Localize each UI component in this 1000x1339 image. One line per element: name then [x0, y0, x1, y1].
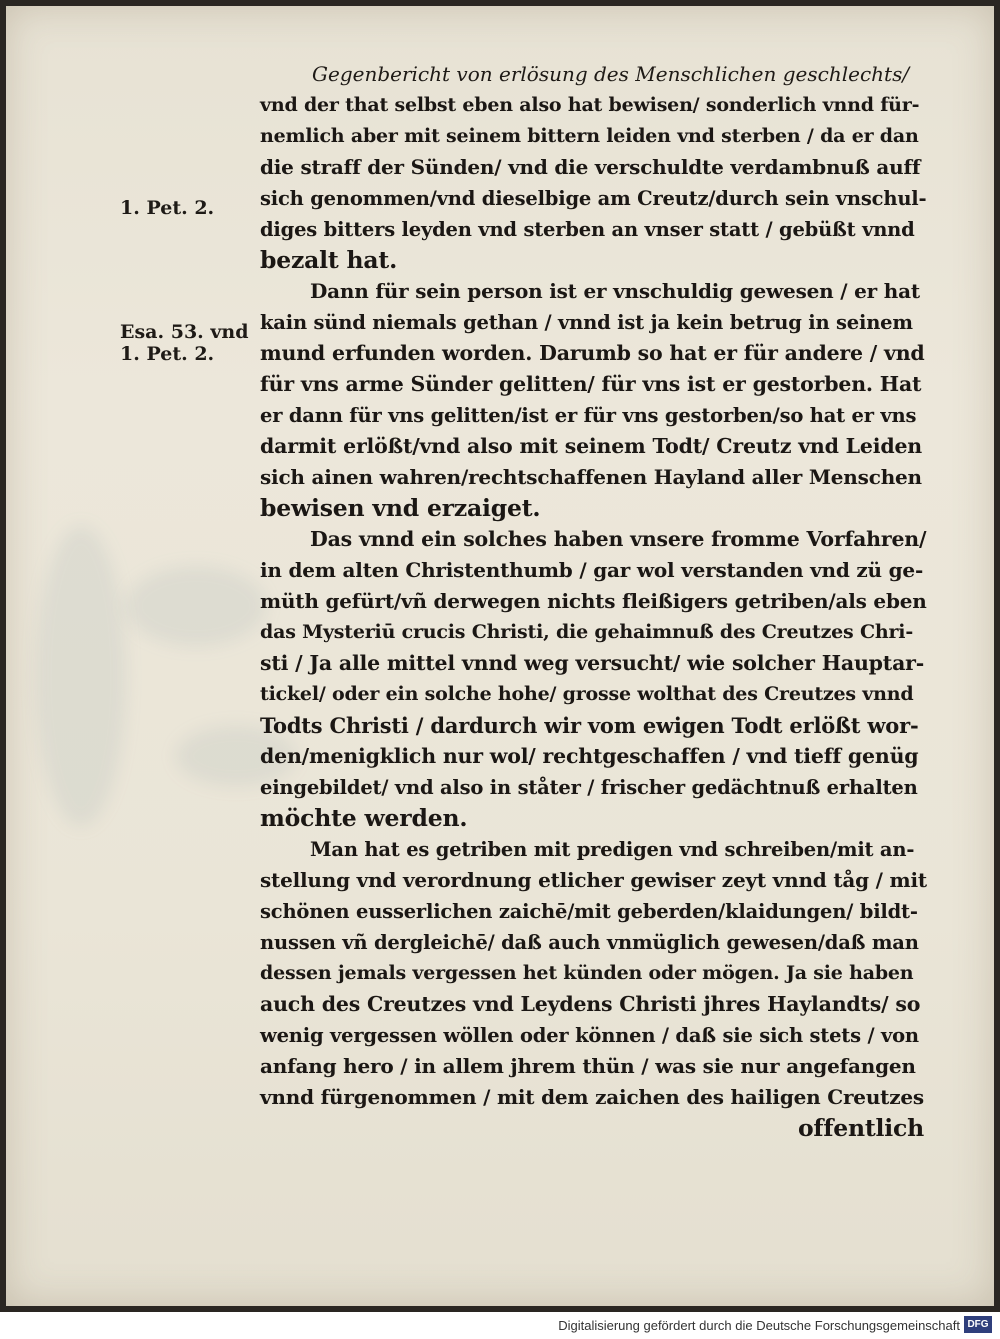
text-line: sti / Ja alle mittel vnnd weg versucht/ wie solcher Hauptar-: [260, 651, 925, 675]
text-line: diges bitters leyden vnd sterben an vnser statt / gebüßt vnnd: [260, 218, 915, 241]
text-line: stellung vnd verordnung etlicher gewiser zeyt vnnd tåg / mit: [260, 868, 927, 892]
catchword: offentlich: [797, 1114, 924, 1142]
text-line: Das vnnd ein solches haben vnsere fromme Vorfahren/: [310, 527, 927, 551]
funding-credit: Digitalisierung gefördert durch die Deutsche Forschungsgemeinschaft: [558, 1318, 960, 1333]
text-line: Man hat es getriben mit predigen vnd schreiben/mit an-: [310, 838, 915, 861]
marginal-note: 1. Pet. 2.: [120, 197, 215, 219]
text-line: die straff der Sünden/ vnd die verschuldte verdambnuß auff: [260, 155, 921, 179]
text-line: vnnd fürgenommen / mit dem zaichen des hailigen Creutzes: [260, 1085, 924, 1109]
text-line: Todts Christi / dardurch wir vom ewigen Todt erlößt wor-: [260, 713, 919, 738]
text-line: schönen eusserlichen zaichē/mit geberden/klaidungen/ bildt-: [260, 900, 918, 923]
text-line: müth gefürt/vñ derwegen nichts fleißigers getriben/als eben: [260, 589, 927, 613]
dfg-logo: DFG: [964, 1316, 992, 1333]
text-line: nussen vñ dergleichē/ daß auch vnmüglich gewesen/daß man: [260, 931, 919, 954]
text-line: Dann für sein person ist er vnschuldig gewesen / er hat: [310, 279, 920, 303]
text-line: er dann für vns gelitten/ist er für vns gestorben/so hat er vns: [260, 404, 917, 427]
text-line: in dem alten Christenthumb / gar wol verstanden vnd zü ge-: [260, 558, 924, 582]
marginal-note: Esa. 53. vnd: [120, 321, 249, 343]
running-title: Gegenbericht von erlösung des Menschlichen geschlechts/: [312, 62, 910, 86]
text-line: bezalt hat.: [260, 246, 398, 274]
text-line: bewisen vnd erzaiget.: [260, 494, 541, 522]
text-line: sich ainen wahren/rechtschaffenen Hayland aller Menschen: [260, 465, 922, 489]
text-line: nemlich aber mit seinem bittern leiden vnd sterben / da er dan: [260, 125, 919, 147]
text-line: kain sünd niemals gethan / vnnd ist ja kein betrug in seinem: [260, 311, 913, 334]
paper-stain: [36, 526, 126, 826]
marginal-note: 1. Pet. 2.: [120, 343, 215, 365]
body-text: [260, 90, 928, 1144]
text-line: auch des Creutzes vnd Leydens Christi jhres Haylandts/ so: [260, 992, 921, 1016]
text-line: tickel/ oder ein solche hohe/ grosse wolthat des Creutzes vnnd: [260, 683, 914, 705]
paper-stain: [126, 566, 266, 646]
text-line: anfang hero / in allem jhrem thün / was sie nur angefangen: [260, 1054, 916, 1078]
text-line: für vns arme Sünder gelitten/ für vns ist er gestorben. Hat: [260, 372, 922, 396]
text-line: dessen jemals vergessen het künden oder mögen. Ja sie haben: [260, 962, 914, 984]
text-line: sich genommen/vnd dieselbige am Creutz/durch sein vnschul-: [260, 187, 927, 210]
text-line: darmit erlößt/vnd also mit seinem Todt/ Creutz vnd Leiden: [260, 434, 923, 458]
text-line: wenig vergessen wöllen oder können / daß sie sich stets / von: [260, 1024, 919, 1047]
text-line: den/menigklich nur wol/ rechtgeschaffen / vnd tieff genüg: [260, 744, 919, 768]
text-line: möchte werden.: [260, 804, 468, 832]
text-line: mund erfunden worden. Darumb so hat er für andere / vnd: [260, 341, 925, 365]
text-line: eingebildet/ vnd also in ståter / frischer gedächtnuß erhalten: [260, 776, 918, 799]
text-line: vnd der that selbst eben also hat bewisen/ sonderlich vnnd für-: [260, 94, 920, 116]
text-line: das Mysteriū crucis Christi, die gehaimnuß des Creutzes Chri-: [260, 621, 914, 643]
